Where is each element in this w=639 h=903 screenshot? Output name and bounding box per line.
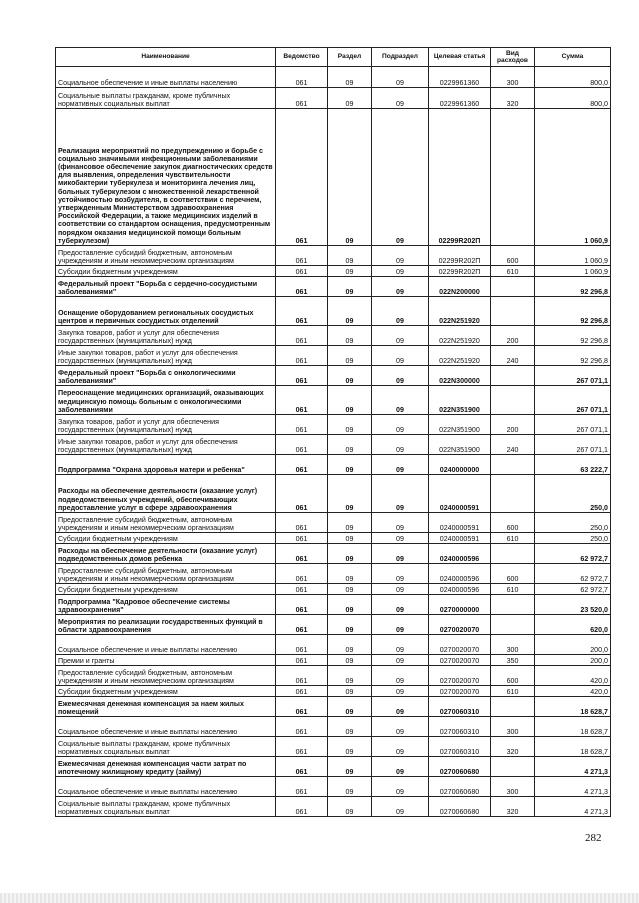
cell-department: 061	[276, 455, 328, 475]
cell-department: 061	[276, 655, 328, 666]
cell-subsection: 09	[372, 455, 429, 475]
cell-subsection: 09	[372, 435, 429, 455]
cell-section: 09	[328, 737, 372, 757]
cell-expense-type	[491, 386, 535, 415]
cell-department: 061	[276, 757, 328, 777]
cell-target-article: 0229961360	[429, 88, 491, 109]
cell-target-article: 0240000591	[429, 475, 491, 513]
cell-expense-type: 300	[491, 67, 535, 88]
cell-name: Расходы на обеспечение деятельности (оказание услуг) подведомственных учреждений, обеспечивающих предоставление услуг в сфере здравоохранения	[56, 475, 276, 513]
cell-subsection: 09	[372, 595, 429, 615]
cell-amount: 18 628,7	[535, 717, 611, 737]
cell-section: 09	[328, 666, 372, 686]
cell-name: Подпрограмма "Кадровое обеспечение системы здравоохранения"	[56, 595, 276, 615]
cell-name: Социальное обеспечение и иные выплаты населению	[56, 67, 276, 88]
cell-department: 061	[276, 797, 328, 817]
cell-section: 09	[328, 246, 372, 266]
table-row	[56, 737, 611, 757]
table-row	[56, 544, 611, 564]
header-department: Ведомство	[276, 48, 328, 67]
cell-amount: 4 271,3	[535, 797, 611, 817]
cell-department: 061	[276, 777, 328, 797]
cell-target-article: 0270060310	[429, 737, 491, 757]
cell-target-article: 0240000591	[429, 513, 491, 533]
cell-subsection: 09	[372, 564, 429, 584]
cell-section: 09	[328, 717, 372, 737]
cell-target-article: 0270000000	[429, 595, 491, 615]
cell-department: 061	[276, 346, 328, 366]
cell-name: Предоставление субсидий бюджетным, автономным учреждениям и иным некоммерческим организациям	[56, 246, 276, 266]
cell-department: 061	[276, 686, 328, 697]
cell-department: 061	[276, 533, 328, 544]
table-row	[56, 757, 611, 777]
table-row	[56, 533, 611, 544]
cell-target-article: 022N351900	[429, 435, 491, 455]
cell-name: Федеральный проект "Борьба с сердечно-сосудистыми заболеваниями"	[56, 277, 276, 297]
scan-edge	[0, 893, 639, 903]
cell-subsection: 09	[372, 757, 429, 777]
cell-name: Социальные выплаты гражданам, кроме публичных нормативных социальных выплат	[56, 797, 276, 817]
table-row	[56, 297, 611, 326]
cell-subsection: 09	[372, 88, 429, 109]
cell-section: 09	[328, 109, 372, 246]
table-header-row	[56, 48, 611, 67]
cell-subsection: 09	[372, 737, 429, 757]
cell-department: 061	[276, 544, 328, 564]
header-subsection: Подраздел	[372, 48, 429, 67]
cell-subsection: 09	[372, 697, 429, 717]
cell-department: 061	[276, 615, 328, 635]
cell-target-article: 022N200000	[429, 277, 491, 297]
cell-department: 061	[276, 415, 328, 435]
cell-expense-type	[491, 595, 535, 615]
cell-target-article: 022N251920	[429, 297, 491, 326]
cell-amount: 250,0	[535, 533, 611, 544]
cell-name: Оснащение оборудованием региональных сосудистых центров и первичных сосудистых отделений	[56, 297, 276, 326]
cell-section: 09	[328, 297, 372, 326]
cell-name: Федеральный проект "Борьба с онкологическими заболеваниями"	[56, 366, 276, 386]
cell-section: 09	[328, 564, 372, 584]
table-row	[56, 615, 611, 635]
cell-department: 061	[276, 297, 328, 326]
cell-department: 061	[276, 246, 328, 266]
cell-subsection: 09	[372, 346, 429, 366]
table-row	[56, 88, 611, 109]
table-row	[56, 346, 611, 366]
cell-department: 061	[276, 266, 328, 277]
cell-amount: 62 972,7	[535, 544, 611, 564]
cell-name: Субсидии бюджетным учреждениям	[56, 686, 276, 697]
table-row	[56, 717, 611, 737]
cell-subsection: 09	[372, 666, 429, 686]
cell-department: 061	[276, 737, 328, 757]
table-row	[56, 455, 611, 475]
cell-subsection: 09	[372, 109, 429, 246]
cell-department: 061	[276, 277, 328, 297]
cell-section: 09	[328, 415, 372, 435]
cell-section: 09	[328, 697, 372, 717]
cell-department: 061	[276, 326, 328, 346]
cell-section: 09	[328, 435, 372, 455]
cell-department: 061	[276, 595, 328, 615]
cell-target-article: 022N351900	[429, 386, 491, 415]
cell-name: Ежемесячная денежная компенсация за наем жилых помещений	[56, 697, 276, 717]
cell-name: Предоставление субсидий бюджетным, автономным учреждениям и иным некоммерческим организациям	[56, 564, 276, 584]
table-row	[56, 366, 611, 386]
cell-department: 061	[276, 666, 328, 686]
cell-section: 09	[328, 513, 372, 533]
table-row	[56, 326, 611, 346]
cell-subsection: 09	[372, 797, 429, 817]
cell-section: 09	[328, 366, 372, 386]
cell-name: Социальные выплаты гражданам, кроме публичных нормативных социальных выплат	[56, 737, 276, 757]
cell-target-article: 0240000596	[429, 584, 491, 595]
cell-target-article: 02299R202П	[429, 266, 491, 277]
cell-expense-type: 320	[491, 737, 535, 757]
cell-subsection: 09	[372, 615, 429, 635]
header-target-article: Целевая статья	[429, 48, 491, 67]
table-row	[56, 797, 611, 817]
cell-subsection: 09	[372, 326, 429, 346]
cell-section: 09	[328, 655, 372, 666]
cell-subsection: 09	[372, 246, 429, 266]
cell-amount: 4 271,3	[535, 757, 611, 777]
cell-section: 09	[328, 797, 372, 817]
table-body	[56, 67, 611, 817]
cell-department: 061	[276, 564, 328, 584]
table-row	[56, 109, 611, 246]
cell-subsection: 09	[372, 635, 429, 655]
cell-target-article: 0240000596	[429, 544, 491, 564]
cell-expense-type: 610	[491, 266, 535, 277]
cell-amount: 420,0	[535, 666, 611, 686]
table-row	[56, 666, 611, 686]
cell-expense-type: 600	[491, 246, 535, 266]
cell-subsection: 09	[372, 366, 429, 386]
cell-name: Иные закупки товаров, работ и услуг для обеспечения государственных (муниципальных) нужд	[56, 346, 276, 366]
cell-section: 09	[328, 595, 372, 615]
cell-target-article: 0270020070	[429, 666, 491, 686]
cell-name: Расходы на обеспечение деятельности (оказание услуг) подведомственных домов ребенка	[56, 544, 276, 564]
cell-target-article: 022N251920	[429, 326, 491, 346]
table-row	[56, 655, 611, 666]
table-row	[56, 67, 611, 88]
cell-name: Иные закупки товаров, работ и услуг для обеспечения государственных (муниципальных) нужд	[56, 435, 276, 455]
table-row	[56, 277, 611, 297]
cell-amount: 92 296,8	[535, 346, 611, 366]
cell-target-article: 0240000000	[429, 455, 491, 475]
cell-amount: 1 060,9	[535, 266, 611, 277]
cell-expense-type: 300	[491, 635, 535, 655]
cell-amount: 250,0	[535, 513, 611, 533]
cell-expense-type: 200	[491, 415, 535, 435]
cell-name: Социальные выплаты гражданам, кроме публичных нормативных социальных выплат	[56, 88, 276, 109]
cell-department: 061	[276, 88, 328, 109]
cell-expense-type: 610	[491, 686, 535, 697]
cell-target-article: 0270060680	[429, 777, 491, 797]
cell-amount: 800,0	[535, 67, 611, 88]
cell-subsection: 09	[372, 297, 429, 326]
cell-name: Реализация мероприятий по предупреждению и борьбе с социально значимыми инфекционными заболеваниями (финансовое обеспечение закупок диагностических средств для выявления, определения чувствительности микобактерии туберкулеза и мониторинга лечения лиц, больных туберкулезом с множественной лекарственной устойчивостью возбудителя, в соответствии с перечнем, утвержденным Министерством здравоохранения Российской Федерации, а также медицинских изделий в соответствии со стандартом оснащения, предусмотренным порядком оказания медицинской помощи больным туберкулезом)	[56, 109, 276, 246]
cell-expense-type	[491, 366, 535, 386]
cell-name: Мероприятия по реализации государственных функций в области здравоохранения	[56, 615, 276, 635]
cell-expense-type: 350	[491, 655, 535, 666]
cell-amount: 23 520,0	[535, 595, 611, 615]
cell-name: Социальное обеспечение и иные выплаты населению	[56, 717, 276, 737]
cell-department: 061	[276, 697, 328, 717]
cell-amount: 92 296,8	[535, 297, 611, 326]
header-name: Наименование	[56, 48, 276, 67]
cell-amount: 92 296,8	[535, 326, 611, 346]
cell-target-article: 0270060310	[429, 697, 491, 717]
cell-amount: 92 296,8	[535, 277, 611, 297]
cell-section: 09	[328, 386, 372, 415]
cell-target-article: 0270020070	[429, 615, 491, 635]
table-row	[56, 584, 611, 595]
cell-department: 061	[276, 475, 328, 513]
cell-expense-type: 610	[491, 584, 535, 595]
cell-amount: 200,0	[535, 655, 611, 666]
cell-department: 061	[276, 435, 328, 455]
cell-section: 09	[328, 635, 372, 655]
cell-name: Субсидии бюджетным учреждениям	[56, 584, 276, 595]
cell-amount: 267 071,1	[535, 435, 611, 455]
cell-section: 09	[328, 686, 372, 697]
cell-target-article: 0270020070	[429, 655, 491, 666]
cell-section: 09	[328, 533, 372, 544]
cell-section: 09	[328, 266, 372, 277]
cell-target-article: 0270020070	[429, 635, 491, 655]
cell-section: 09	[328, 88, 372, 109]
cell-name: Социальное обеспечение и иные выплаты населению	[56, 635, 276, 655]
cell-section: 09	[328, 67, 372, 88]
cell-amount: 267 071,1	[535, 386, 611, 415]
cell-subsection: 09	[372, 655, 429, 666]
cell-target-article: 0270060310	[429, 717, 491, 737]
cell-section: 09	[328, 615, 372, 635]
cell-amount: 63 222,7	[535, 455, 611, 475]
cell-expense-type: 610	[491, 533, 535, 544]
cell-target-article: 0240000596	[429, 564, 491, 584]
cell-target-article: 0270020070	[429, 686, 491, 697]
cell-expense-type	[491, 544, 535, 564]
cell-department: 061	[276, 366, 328, 386]
cell-department: 061	[276, 635, 328, 655]
cell-target-article: 022N351900	[429, 415, 491, 435]
cell-expense-type	[491, 475, 535, 513]
cell-section: 09	[328, 544, 372, 564]
cell-expense-type: 240	[491, 435, 535, 455]
cell-amount: 620,0	[535, 615, 611, 635]
cell-section: 09	[328, 455, 372, 475]
cell-name: Социальное обеспечение и иные выплаты населению	[56, 777, 276, 797]
table-row	[56, 435, 611, 455]
cell-section: 09	[328, 584, 372, 595]
cell-expense-type	[491, 455, 535, 475]
cell-target-article: 0229961360	[429, 67, 491, 88]
cell-department: 061	[276, 67, 328, 88]
cell-expense-type	[491, 697, 535, 717]
cell-section: 09	[328, 346, 372, 366]
cell-target-article: 0240000591	[429, 533, 491, 544]
cell-subsection: 09	[372, 686, 429, 697]
table-row	[56, 635, 611, 655]
page-number: 282	[585, 832, 602, 844]
cell-target-article: 022N251920	[429, 346, 491, 366]
cell-subsection: 09	[372, 386, 429, 415]
cell-amount: 62 972,7	[535, 584, 611, 595]
cell-target-article: 02299R202П	[429, 246, 491, 266]
cell-name: Субсидии бюджетным учреждениям	[56, 533, 276, 544]
cell-expense-type: 240	[491, 346, 535, 366]
cell-section: 09	[328, 475, 372, 513]
cell-subsection: 09	[372, 67, 429, 88]
cell-subsection: 09	[372, 544, 429, 564]
cell-subsection: 09	[372, 277, 429, 297]
cell-subsection: 09	[372, 266, 429, 277]
table-row	[56, 415, 611, 435]
cell-expense-type	[491, 109, 535, 246]
cell-amount: 267 071,1	[535, 366, 611, 386]
cell-amount: 420,0	[535, 686, 611, 697]
cell-amount: 1 060,9	[535, 109, 611, 246]
cell-name: Закупка товаров, работ и услуг для обеспечения государственных (муниципальных) нужд	[56, 415, 276, 435]
cell-subsection: 09	[372, 475, 429, 513]
table-row	[56, 475, 611, 513]
table-row	[56, 266, 611, 277]
cell-expense-type	[491, 757, 535, 777]
cell-expense-type: 300	[491, 717, 535, 737]
table-row	[56, 686, 611, 697]
cell-expense-type: 600	[491, 513, 535, 533]
cell-expense-type: 200	[491, 326, 535, 346]
cell-subsection: 09	[372, 584, 429, 595]
cell-expense-type: 320	[491, 88, 535, 109]
table-row	[56, 697, 611, 717]
cell-subsection: 09	[372, 415, 429, 435]
cell-department: 061	[276, 584, 328, 595]
cell-target-article: 02299R202П	[429, 109, 491, 246]
cell-expense-type: 600	[491, 666, 535, 686]
cell-department: 061	[276, 109, 328, 246]
table-row	[56, 386, 611, 415]
cell-name: Предоставление субсидий бюджетным, автономным учреждениям и иным некоммерческим организациям	[56, 513, 276, 533]
cell-name: Премии и гранты	[56, 655, 276, 666]
cell-department: 061	[276, 717, 328, 737]
table-row	[56, 595, 611, 615]
cell-name: Подпрограмма "Охрана здоровья матери и ребенка"	[56, 455, 276, 475]
cell-target-article: 0270060680	[429, 757, 491, 777]
table-row	[56, 777, 611, 797]
table-row	[56, 564, 611, 584]
cell-amount: 800,0	[535, 88, 611, 109]
cell-amount: 267 071,1	[535, 415, 611, 435]
cell-section: 09	[328, 326, 372, 346]
cell-subsection: 09	[372, 513, 429, 533]
cell-expense-type: 600	[491, 564, 535, 584]
cell-expense-type	[491, 277, 535, 297]
budget-table	[55, 47, 611, 817]
cell-department: 061	[276, 513, 328, 533]
cell-subsection: 09	[372, 717, 429, 737]
cell-section: 09	[328, 757, 372, 777]
cell-department: 061	[276, 386, 328, 415]
header-section: Раздел	[328, 48, 372, 67]
cell-expense-type	[491, 615, 535, 635]
cell-amount: 18 628,7	[535, 697, 611, 717]
header-expense-type: Вид расходов	[491, 48, 535, 67]
cell-amount: 1 060,9	[535, 246, 611, 266]
cell-expense-type	[491, 297, 535, 326]
cell-amount: 18 628,7	[535, 737, 611, 757]
cell-expense-type: 320	[491, 797, 535, 817]
cell-section: 09	[328, 277, 372, 297]
cell-name: Субсидии бюджетным учреждениям	[56, 266, 276, 277]
cell-name: Переоснащение медицинских организаций, оказывающих медицинскую помощь больным с онкологическими заболеваниями	[56, 386, 276, 415]
cell-name: Закупка товаров, работ и услуг для обеспечения государственных (муниципальных) нужд	[56, 326, 276, 346]
cell-amount: 200,0	[535, 635, 611, 655]
cell-name: Ежемесячная денежная компенсация части затрат по ипотечному жилищному кредиту (займу)	[56, 757, 276, 777]
cell-target-article: 0270060680	[429, 797, 491, 817]
cell-amount: 4 271,3	[535, 777, 611, 797]
cell-subsection: 09	[372, 777, 429, 797]
cell-target-article: 022N300000	[429, 366, 491, 386]
header-amount: Сумма	[535, 48, 611, 67]
cell-name: Предоставление субсидий бюджетным, автономным учреждениям и иным некоммерческим организациям	[56, 666, 276, 686]
table-row	[56, 513, 611, 533]
cell-subsection: 09	[372, 533, 429, 544]
cell-amount: 250,0	[535, 475, 611, 513]
cell-expense-type: 300	[491, 777, 535, 797]
cell-section: 09	[328, 777, 372, 797]
cell-amount: 62 972,7	[535, 564, 611, 584]
table-row	[56, 246, 611, 266]
